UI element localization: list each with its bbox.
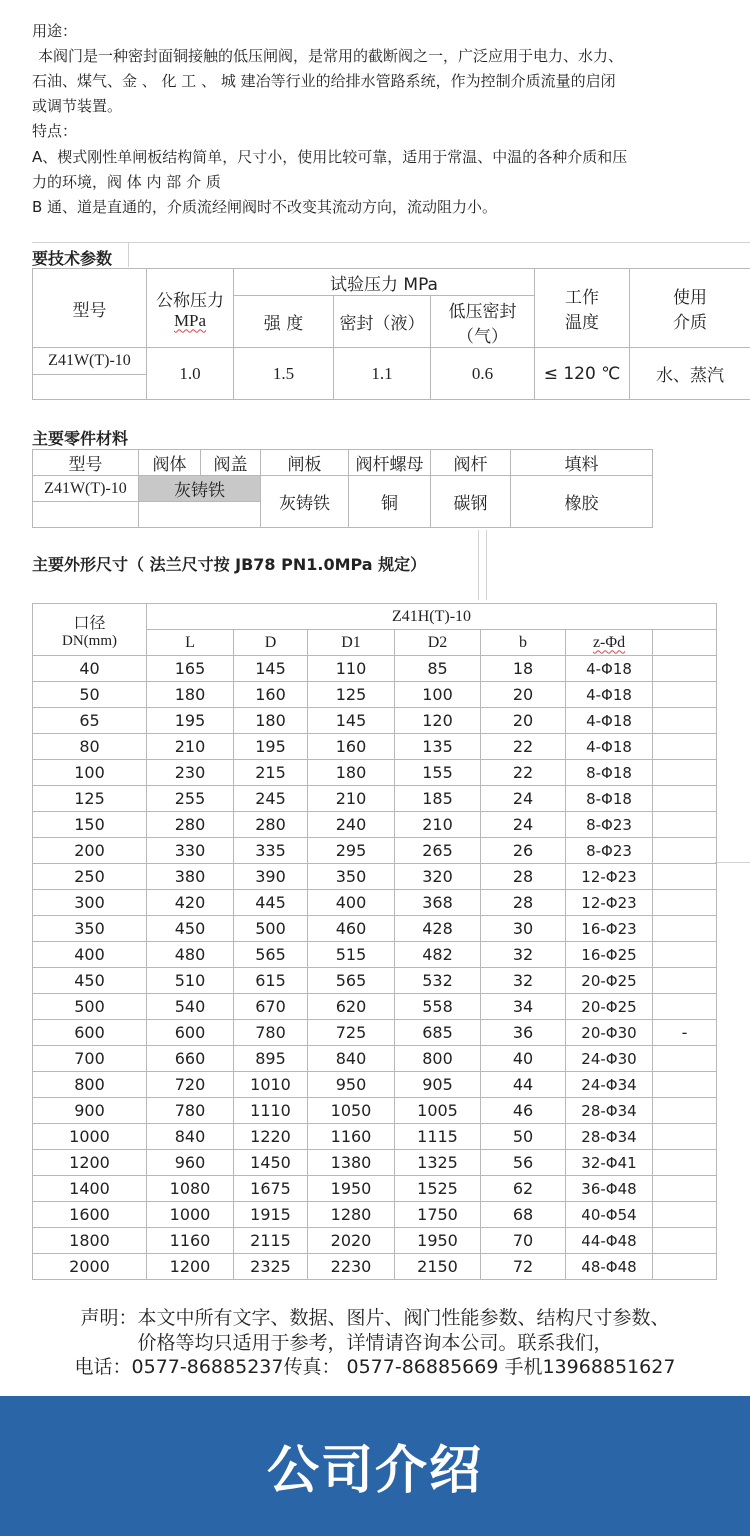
dims-cell-extra — [653, 838, 717, 864]
tech-header-test: 试验压力 MPa — [234, 269, 535, 296]
dims-cell-zd: 8-Φ18 — [566, 760, 653, 786]
dims-col-L: L — [147, 630, 234, 656]
dims-header-dn — [33, 604, 147, 656]
parts-header-cover: 阀盖 — [201, 450, 261, 476]
dims-cell-D1: 210 — [308, 786, 395, 812]
dims-cell-dn: 65 — [33, 708, 147, 734]
usage-line-1: 本阀门是一种密封面铜接触的低压闸阀，是常用的截断阀之一，广泛应用于电力、水力、 — [38, 47, 624, 65]
dims-cell-dn: 250 — [33, 864, 147, 890]
dims-cell-D1: 145 — [308, 708, 395, 734]
tech-header-nominal-label: 公称压力 — [156, 290, 224, 311]
dims-cell-D1: 1050 — [308, 1098, 395, 1124]
dims-cell-D: 145 — [234, 656, 308, 682]
dims-cell-zd: 8-Φ18 — [566, 786, 653, 812]
dims-col-empty — [653, 630, 717, 656]
dims-cell-D: 160 — [234, 682, 308, 708]
dims-cell-D2: 1950 — [395, 1228, 481, 1254]
table-row — [33, 1046, 717, 1072]
dims-cell-zd: 12-Φ23 — [566, 890, 653, 916]
dims-cell-D2: 905 — [395, 1072, 481, 1098]
dims-cell-zd: 36-Φ48 — [566, 1176, 653, 1202]
dims-cell-b: 28 — [481, 890, 566, 916]
dims-cell-D1: 515 — [308, 942, 395, 968]
dims-cell-b: 28 — [481, 864, 566, 890]
dims-cell-D1: 2020 — [308, 1228, 395, 1254]
dims-cell-extra — [653, 1254, 717, 1280]
dims-cell-D: 335 — [234, 838, 308, 864]
dims-cell-D1: 1380 — [308, 1150, 395, 1176]
tech-header-lowseal-line2: （气） — [457, 326, 508, 347]
dims-cell-extra — [653, 890, 717, 916]
dims-cell-L: 540 — [147, 994, 234, 1020]
tech-seal-value: 1.1 — [334, 348, 431, 400]
dims-cell-b: 20 — [481, 708, 566, 734]
parts-stem-value: 碳钢 — [431, 476, 511, 528]
usage-line-3: 或调节装置。 — [32, 97, 123, 115]
dims-cell-extra — [653, 1228, 717, 1254]
dims-cell-L: 660 — [147, 1046, 234, 1072]
parts-gate-value: 灰铸铁 — [261, 476, 349, 528]
dims-cell-D2: 155 — [395, 760, 481, 786]
dims-cell-zd: 8-Φ23 — [566, 812, 653, 838]
dims-cell-L: 480 — [147, 942, 234, 968]
tech-model-value: Z41W(T)-10 — [33, 348, 146, 375]
dims-cell-zd: 16-Φ25 — [566, 942, 653, 968]
table-row — [33, 838, 717, 864]
dims-cell-D2: 1750 — [395, 1202, 481, 1228]
table-row — [33, 656, 717, 682]
tech-header-temp-line2: 温度 — [565, 313, 599, 333]
parts-packing-value: 橡胶 — [511, 476, 653, 528]
tech-header-strength: 强 度 — [234, 296, 334, 348]
dims-cell-D1: 460 — [308, 916, 395, 942]
dims-header-dn-line1: 口径 — [73, 612, 106, 632]
parts-header-nut: 阀杆螺母 — [349, 450, 431, 476]
dims-cell-D: 895 — [234, 1046, 308, 1072]
tech-header-temp — [535, 269, 630, 348]
table-row — [33, 760, 717, 786]
dims-col-zd — [566, 630, 653, 656]
parts-header-row — [33, 450, 653, 476]
dims-cell-dn: 900 — [33, 1098, 147, 1124]
dims-cell-D2: 1325 — [395, 1150, 481, 1176]
dims-cell-extra — [653, 916, 717, 942]
parts-model-value: Z41W(T)-10 — [33, 476, 139, 502]
dims-cell-zd: 8-Φ23 — [566, 838, 653, 864]
parts-header-body: 阀体 — [139, 450, 201, 476]
dims-cell-D2: 532 — [395, 968, 481, 994]
tech-header-nominal-unit: MPa — [173, 310, 207, 330]
usage-label: 用途： — [32, 22, 78, 40]
parts-empty-cell — [139, 502, 261, 528]
dims-cell-extra — [653, 760, 717, 786]
dims-cell-L: 380 — [147, 864, 234, 890]
dims-header-model: Z41H(T)-10 — [147, 604, 717, 630]
dims-cell-D: 245 — [234, 786, 308, 812]
dims-cell-extra — [653, 786, 717, 812]
tech-title: 要技术参数 — [32, 249, 113, 268]
dims-cell-dn: 40 — [33, 656, 147, 682]
dims-cell-extra — [653, 656, 717, 682]
dims-cell-extra — [653, 682, 717, 708]
dims-cell-zd: 40-Φ54 — [566, 1202, 653, 1228]
statement-contact: 电话：0577-86885237传真： 0577-86885669 手机13968851627 — [74, 1356, 676, 1378]
dims-cell-extra — [653, 864, 717, 890]
dims-cell-L: 840 — [147, 1124, 234, 1150]
tech-header-nominal — [147, 269, 234, 348]
dims-cell-dn: 2000 — [33, 1254, 147, 1280]
dims-cell-D2: 1525 — [395, 1176, 481, 1202]
dims-cell-extra — [653, 1202, 717, 1228]
dims-cell-D: 390 — [234, 864, 308, 890]
dims-cell-D: 445 — [234, 890, 308, 916]
dims-col-D: D — [234, 630, 308, 656]
dims-cell-L: 1080 — [147, 1176, 234, 1202]
parts-header-model: 型号 — [33, 450, 139, 476]
dims-cell-D1: 950 — [308, 1072, 395, 1098]
tech-lowseal-value: 0.6 — [431, 348, 535, 400]
dims-cell-D: 500 — [234, 916, 308, 942]
tech-header-lowseal-line1: 低压密封 — [448, 301, 517, 322]
dims-cell-L: 330 — [147, 838, 234, 864]
table-row — [33, 1072, 717, 1098]
dims-cell-D: 780 — [234, 1020, 308, 1046]
dims-cell-D1: 110 — [308, 656, 395, 682]
dims-cell-D: 670 — [234, 994, 308, 1020]
table-row — [33, 1202, 717, 1228]
tech-header-lowseal — [431, 296, 535, 348]
tech-header-seal-liquid: 密封（液） — [334, 296, 431, 348]
dims-cell-D1: 1950 — [308, 1176, 395, 1202]
dims-cell-L: 1200 — [147, 1254, 234, 1280]
dims-cell-D2: 85 — [395, 656, 481, 682]
guide-line — [486, 530, 487, 600]
dims-cell-D1: 295 — [308, 838, 395, 864]
dims-cell-extra — [653, 734, 717, 760]
dims-cell-dn: 350 — [33, 916, 147, 942]
dims-cell-dn: 1600 — [33, 1202, 147, 1228]
dims-cell-dn: 200 — [33, 838, 147, 864]
table-row — [33, 916, 717, 942]
dims-cell-D2: 685 — [395, 1020, 481, 1046]
dims-title: 主要外形尺寸（ 法兰尺寸按 JB78 PN1.0MPa 规定） — [32, 555, 427, 574]
dims-cell-L: 960 — [147, 1150, 234, 1176]
table-row — [33, 1176, 717, 1202]
parts-empty-cell — [33, 502, 139, 528]
dims-cell-dn: 450 — [33, 968, 147, 994]
dims-cell-D1: 1280 — [308, 1202, 395, 1228]
parts-header-gate: 闸板 — [261, 450, 349, 476]
dims-cell-D: 615 — [234, 968, 308, 994]
dims-cell-L: 720 — [147, 1072, 234, 1098]
dims-cell-zd: 48-Φ48 — [566, 1254, 653, 1280]
dims-cell-L: 280 — [147, 812, 234, 838]
dims-cell-zd: 20-Φ30 — [566, 1020, 653, 1046]
dims-cell-extra — [653, 1098, 717, 1124]
dims-cell-zd: 16-Φ23 — [566, 916, 653, 942]
dims-cell-L: 165 — [147, 656, 234, 682]
dims-cell-L: 1160 — [147, 1228, 234, 1254]
dims-cell-D: 1220 — [234, 1124, 308, 1150]
dims-table — [32, 603, 717, 1280]
guide-line — [128, 243, 129, 267]
dims-cell-extra — [653, 1176, 717, 1202]
guide-line — [32, 242, 750, 243]
dims-cell-L: 420 — [147, 890, 234, 916]
dims-cell-extra — [653, 708, 717, 734]
dims-cell-dn: 50 — [33, 682, 147, 708]
table-row — [33, 682, 717, 708]
guide-line — [478, 530, 479, 600]
tech-strength-value: 1.5 — [234, 348, 334, 400]
dims-cell-L: 780 — [147, 1098, 234, 1124]
dims-cell-dn: 400 — [33, 942, 147, 968]
table-row — [33, 1254, 717, 1280]
tech-header-medium-line2: 介质 — [673, 313, 707, 333]
dims-cell-dn: 1000 — [33, 1124, 147, 1150]
dims-cell-extra — [653, 1124, 717, 1150]
table-row — [33, 1020, 717, 1046]
tech-header-medium-line1: 使用 — [673, 288, 707, 308]
dims-cell-D2: 368 — [395, 890, 481, 916]
table-row — [33, 1228, 717, 1254]
table-row — [33, 890, 717, 916]
dims-cell-D1: 840 — [308, 1046, 395, 1072]
table-row — [33, 786, 717, 812]
dims-col-b: b — [481, 630, 566, 656]
dims-cell-D2: 135 — [395, 734, 481, 760]
dims-cell-D: 1010 — [234, 1072, 308, 1098]
statement-line-1: 声明：本文中所有文字、数据、图片、阀门性能参数、结构尺寸参数、 — [80, 1307, 670, 1329]
dims-cell-dn: 1400 — [33, 1176, 147, 1202]
guide-line — [715, 862, 750, 863]
dims-cell-b: 44 — [481, 1072, 566, 1098]
dims-cell-D1: 180 — [308, 760, 395, 786]
table-row — [33, 812, 717, 838]
dims-cell-L: 230 — [147, 760, 234, 786]
dims-cell-D1: 160 — [308, 734, 395, 760]
dims-cell-D2: 100 — [395, 682, 481, 708]
dims-cell-b: 36 — [481, 1020, 566, 1046]
tech-medium-value: 水、蒸汽 — [630, 348, 750, 400]
table-row — [33, 942, 717, 968]
dims-cell-b: 20 — [481, 682, 566, 708]
dims-cell-D2: 265 — [395, 838, 481, 864]
dims-cell-D2: 320 — [395, 864, 481, 890]
parts-nut-value: 铜 — [349, 476, 431, 528]
dims-cell-b: 34 — [481, 994, 566, 1020]
table-row — [33, 994, 717, 1020]
dims-cell-L: 210 — [147, 734, 234, 760]
dims-cell-L: 195 — [147, 708, 234, 734]
dims-cell-D: 565 — [234, 942, 308, 968]
dims-cell-D1: 565 — [308, 968, 395, 994]
dims-cell-D2: 428 — [395, 916, 481, 942]
dims-cell-zd: 4-Φ18 — [566, 656, 653, 682]
dims-cell-dn: 800 — [33, 1072, 147, 1098]
parts-table — [32, 449, 653, 528]
tech-header-medium — [630, 269, 750, 348]
tech-header-temp-line1: 工作 — [565, 288, 599, 308]
dims-cell-D: 1110 — [234, 1098, 308, 1124]
dims-cell-zd: 20-Φ25 — [566, 994, 653, 1020]
tech-model-cell — [33, 348, 147, 400]
dims-cell-zd: 28-Φ34 — [566, 1124, 653, 1150]
dims-cell-D1: 1160 — [308, 1124, 395, 1150]
dims-cell-dn: 300 — [33, 890, 147, 916]
dims-cell-b: 24 — [481, 812, 566, 838]
tech-table — [32, 268, 750, 400]
dims-cell-b: 22 — [481, 760, 566, 786]
dims-cell-D2: 482 — [395, 942, 481, 968]
dims-cell-D1: 125 — [308, 682, 395, 708]
dims-cell-D: 280 — [234, 812, 308, 838]
features-label: 特点： — [32, 122, 78, 140]
dims-cell-D: 1915 — [234, 1202, 308, 1228]
tech-nominal-value: 1.0 — [147, 348, 234, 400]
dims-cell-L: 450 — [147, 916, 234, 942]
dims-cell-b: 24 — [481, 786, 566, 812]
dims-cell-D1: 725 — [308, 1020, 395, 1046]
dims-cell-D: 1450 — [234, 1150, 308, 1176]
feature-line-1: A、楔式刚性单闸板结构简单，尺寸小，使用比较可靠，适用于常温、中温的各种介质和压 — [32, 148, 628, 166]
dims-cell-D: 195 — [234, 734, 308, 760]
dims-cell-D2: 120 — [395, 708, 481, 734]
dims-cell-dn: 125 — [33, 786, 147, 812]
parts-header-packing: 填料 — [511, 450, 653, 476]
dims-cell-b: 26 — [481, 838, 566, 864]
table-row — [33, 864, 717, 890]
dims-header-dn-line2: DN(mm) — [62, 632, 117, 649]
dims-cell-dn: 500 — [33, 994, 147, 1020]
dims-cell-D2: 558 — [395, 994, 481, 1020]
dims-cell-dn: 80 — [33, 734, 147, 760]
dims-cell-D2: 1005 — [395, 1098, 481, 1124]
dims-cell-b: 46 — [481, 1098, 566, 1124]
table-row — [33, 1150, 717, 1176]
tech-temp-value: ≤ 120 ℃ — [535, 348, 630, 400]
table-row — [33, 1124, 717, 1150]
dims-cell-b: 18 — [481, 656, 566, 682]
dims-cell-b: 68 — [481, 1202, 566, 1228]
dims-cell-D1: 350 — [308, 864, 395, 890]
dims-cell-dn: 150 — [33, 812, 147, 838]
dims-cell-D: 215 — [234, 760, 308, 786]
dims-cell-zd: 4-Φ18 — [566, 708, 653, 734]
dims-cell-D2: 800 — [395, 1046, 481, 1072]
dims-cell-zd: 44-Φ48 — [566, 1228, 653, 1254]
company-intro-banner — [0, 1396, 750, 1536]
dims-cell-dn: 700 — [33, 1046, 147, 1072]
dims-cell-L: 255 — [147, 786, 234, 812]
dims-cell-dn: 1800 — [33, 1228, 147, 1254]
parts-title: 主要零件材料 — [32, 429, 129, 448]
dims-cell-zd: 24-Φ34 — [566, 1072, 653, 1098]
dims-cell-extra — [653, 1150, 717, 1176]
tech-row — [33, 348, 750, 400]
table-row — [33, 708, 717, 734]
table-row — [33, 968, 717, 994]
table-row — [33, 1098, 717, 1124]
parts-header-stem: 阀杆 — [431, 450, 511, 476]
dims-cell-b: 62 — [481, 1176, 566, 1202]
dims-cell-D1: 400 — [308, 890, 395, 916]
dims-cell-dn: 600 — [33, 1020, 147, 1046]
dims-cell-b: 32 — [481, 942, 566, 968]
dims-cell-D2: 1115 — [395, 1124, 481, 1150]
dims-cell-extra — [653, 942, 717, 968]
statement-line-2: 价格等均只适用于参考，详情请咨询本公司。联系我们， — [137, 1332, 613, 1354]
dims-cell-b: 40 — [481, 1046, 566, 1072]
dims-cell-extra — [653, 968, 717, 994]
tech-header-model: 型号 — [33, 269, 147, 348]
company-intro-title: 公司介绍 — [266, 1441, 483, 1501]
feature-line-3: B 通、道是直通的，介质流经闸阀时不改变其流动方向，流动阻力小。 — [32, 198, 498, 216]
dims-cell-b: 50 — [481, 1124, 566, 1150]
dims-cell-L: 600 — [147, 1020, 234, 1046]
dims-cell-L: 180 — [147, 682, 234, 708]
dims-cell-dn: 100 — [33, 760, 147, 786]
dims-cell-D: 180 — [234, 708, 308, 734]
dims-cell-b: 56 — [481, 1150, 566, 1176]
parts-body-cover-value: 灰铸铁 — [139, 476, 261, 502]
usage-line-2: 石油、煤气、金 、 化 工 、 城 建冶等行业的给排水管路系统，作为控制介质流量的启闭 — [32, 72, 616, 90]
dims-cell-extra — [653, 994, 717, 1020]
dims-cell-b: 30 — [481, 916, 566, 942]
dims-cell-D1: 620 — [308, 994, 395, 1020]
dims-cell-D: 1675 — [234, 1176, 308, 1202]
table-row — [33, 734, 717, 760]
dims-cell-zd: 4-Φ18 — [566, 682, 653, 708]
dims-cell-zd: 12-Φ23 — [566, 864, 653, 890]
dims-cell-D2: 185 — [395, 786, 481, 812]
dims-cell-extra — [653, 1046, 717, 1072]
dims-cell-zd: 32-Φ41 — [566, 1150, 653, 1176]
dims-cell-D2: 210 — [395, 812, 481, 838]
dims-cell-D: 2325 — [234, 1254, 308, 1280]
dims-cell-extra — [653, 1072, 717, 1098]
dims-cell-b: 70 — [481, 1228, 566, 1254]
dims-cell-L: 1000 — [147, 1202, 234, 1228]
dims-cell-zd: 4-Φ18 — [566, 734, 653, 760]
feature-line-2: 力的环境，阀 体 内 部 介 质 — [32, 173, 221, 191]
dims-col-D2: D2 — [395, 630, 481, 656]
dims-cell-b: 72 — [481, 1254, 566, 1280]
dims-cell-zd: 20-Φ25 — [566, 968, 653, 994]
dims-col-zd-label: z-Φd — [592, 633, 626, 651]
dims-cell-extra — [653, 812, 717, 838]
dims-cell-D1: 240 — [308, 812, 395, 838]
dims-cell-D: 2115 — [234, 1228, 308, 1254]
dims-cell-extra: - — [653, 1020, 717, 1046]
dims-cell-zd: 24-Φ30 — [566, 1046, 653, 1072]
dims-col-D1: D1 — [308, 630, 395, 656]
dims-cell-dn: 1200 — [33, 1150, 147, 1176]
dims-cell-L: 510 — [147, 968, 234, 994]
dims-cell-zd: 28-Φ34 — [566, 1098, 653, 1124]
dims-cell-D1: 2230 — [308, 1254, 395, 1280]
dims-cell-b: 22 — [481, 734, 566, 760]
dims-cell-b: 32 — [481, 968, 566, 994]
dims-cell-D2: 2150 — [395, 1254, 481, 1280]
